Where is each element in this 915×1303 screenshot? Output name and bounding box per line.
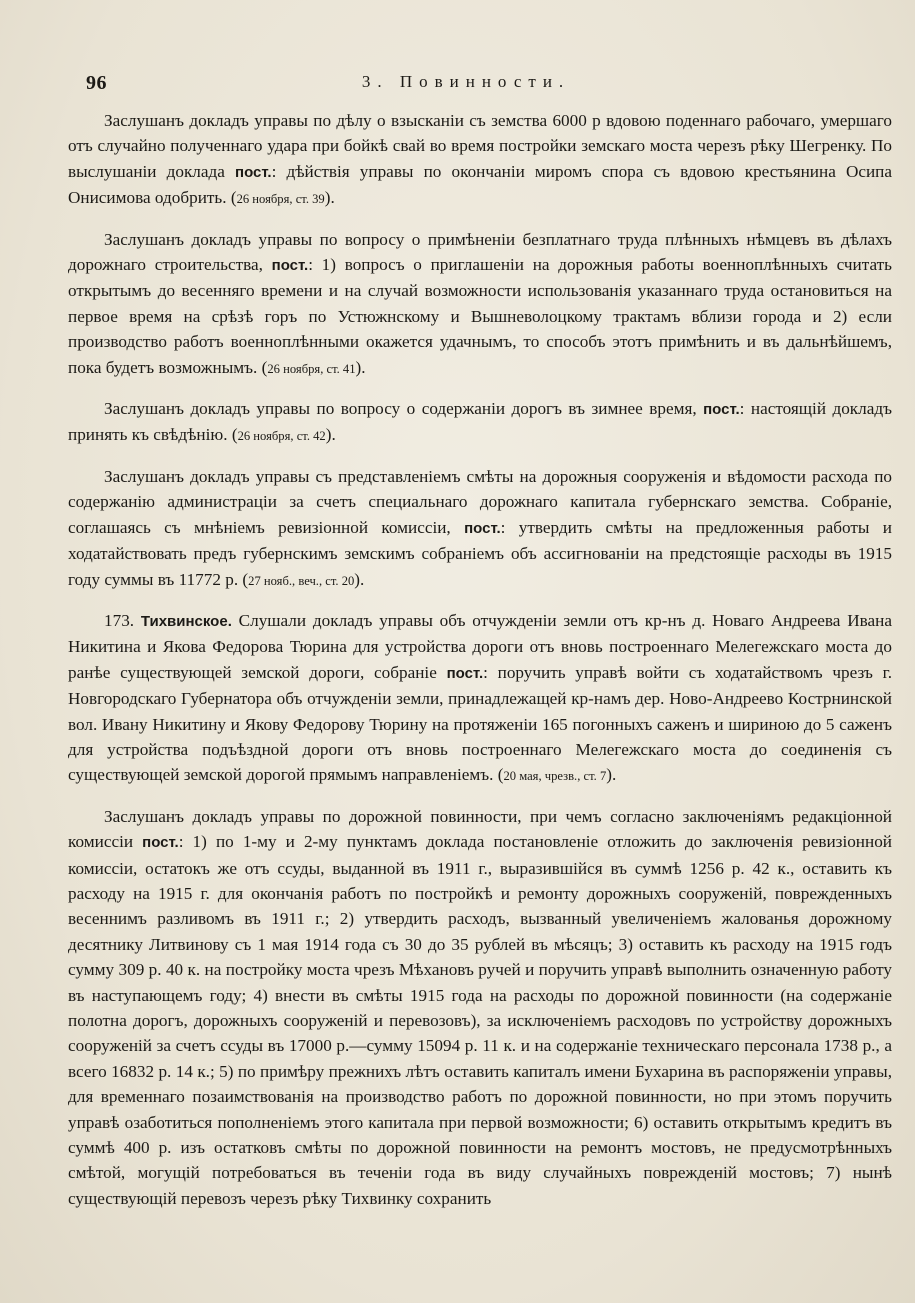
paragraph-text: Слушали докладъ управы объ отчужденіи земли отъ кр-нъ д. Новаго Андреева Ивана Никитина и Якова Федорова Тюрина для устройства дороги отъ вновь построеннаго Мелегежскаго моста до ранѣе существующей земской дороги, собраніе	[68, 610, 892, 682]
session-reference: 26 ноября, ст. 42	[237, 429, 326, 444]
paragraph-text: Заслушанъ докладъ управы по дорожной повинности, при чемъ согласно заключеніямъ редакціонной комиссіи	[68, 806, 892, 852]
session-reference: 27 нояб., веч., ст. 20	[248, 573, 355, 588]
paragraph-text: Заслушанъ докладъ управы по дѣлу о взысканіи съ земства 6000 р вдовою поденнаго рабочаго, умершаго отъ случайно полученнаго удара при бойкѣ свай во время постройки земскаго моста черезъ рѣку Шегренку. По выслушаніи доклада	[68, 111, 892, 181]
paragraph-text: : 1) по 1-му и 2-му пунктамъ доклада постановленіе отложить до заключенія ревизіонной комиссіи, остатокъ же отъ ссуды, выданной въ 1911 г., выразившійся въ суммѣ 1256 р. 42 к., оставить къ расходу на 1915 г. для окончанія работъ по постройкѣ и ремонту дорожныхъ сооруженій, поврежденныхъ весеннимъ разливомъ въ 1911 г.; 2) утвердить расходъ, вызванный увеличеніемъ жалованья дорожному десятнику Литвинову съ 1 мая 1914 года съ 30 до 35 рублей въ мѣсяцъ; 3) оставить къ расходу на 1915 годъ сумму 309 р. 40 к. на постройку моста чрезъ Мѣхановъ ручей и поручить управѣ выполнить означенную работу въ наступающемъ году; 4) внести въ смѣты 1915 года на расходы по дорожной повинности (на содержаніе полотна дорогъ, дорожныхъ сооруженій и перевозовъ), за исключеніемъ расходовъ по устройству дорожныхъ сооруженій за счетъ ссуды въ 17000 р.—сумму 15094 р. 11 к. и на содержаніе техническаго персонала 1738 р., а всего 16832 р. 14 к.; 5) по примѣру прежнихъ лѣтъ оставить капиталъ имени Бухарина въ распоряженіи управы, для временнаго позаимствованія на производство работъ по дорожной повинности, но при этомъ поручить управѣ озаботиться пополненіемъ этого капитала при первой возможности; 6) оставить открытымъ кредитъ въ суммѣ 400 р. изъ остатковъ смѣты по дорожной повинности на ремонтъ мостовъ, не предусмотрѣнныхъ смѣтой, могущій потребоваться въ теченіи года въ виду случайныхъ поврежденій мостовъ; 7) нынѣ существующій перевозъ черезъ рѣку Тихвинку сохранить	[68, 832, 892, 1208]
session-reference: 26 ноября, ст. 41	[267, 361, 356, 376]
session-reference: 26 ноября, ст. 39	[236, 192, 325, 207]
paragraph-text: : утвердить смѣты на предложенныя работы и ходатайствовать предъ губернскимъ земскимъ собраніемъ объ ассигнованіи на предстоящіе расходы въ 1915 году суммы въ 11772 р. (	[68, 517, 892, 589]
paragraph-text: Заслушанъ докладъ управы съ представленіемъ смѣты на дорожныя сооруженія и вѣдомости расхода по содержанію администраціи за счетъ специальнаго дорожнаго капитала губернскаго земства. Собраніе, соглашаясь съ мнѣніемъ ревизіонной комиссіи,	[68, 466, 892, 537]
document-body	[68, 108, 892, 1225]
paragraph-text: ).	[606, 765, 617, 785]
paragraph-tikhvin-section	[68, 608, 892, 790]
paragraph-text: Заслушанъ докладъ управы по вопросу о примѣненіи безплатнаго труда плѣнныхъ нѣмцевъ въ дѣлахъ дорожнаго строительства,	[68, 229, 892, 275]
paragraph-prisoner-labor	[68, 227, 892, 382]
paragraph-text: ).	[324, 188, 335, 208]
page-header	[86, 72, 846, 100]
paragraph-text: ).	[325, 425, 336, 445]
session-reference: 20 мая, чрезв., ст. 7	[503, 769, 607, 784]
paragraph-winter-roads	[68, 396, 892, 450]
paragraph-text: ).	[354, 569, 365, 589]
resolution-marker: пост.	[464, 519, 501, 537]
running-title: 3. Повинности.	[361, 72, 571, 91]
district-heading: Тихвинское.	[140, 612, 232, 630]
page-number: 96	[86, 72, 107, 94]
resolution-marker: пост.	[142, 834, 179, 852]
resolution-marker: пост.	[271, 257, 309, 275]
paragraph-text: : поручить управѣ войти съ ходатайствомъ чрезъ г. Новгородскаго Губернатора объ отчужденіи земли, принадлежащей кр-намъ дер. Ново-Андреево Кострнинской вол. Ивану Никитину и Якову Федорову Тюрину на протяженіи 165 погонныхъ саженъ и шириною до 5 саженъ для устройства подъѣздной дороги отъ вновь построеннаго Мелегежскаго моста до соединенія съ существующей земской дорогой прямымъ направленіемъ. (	[68, 662, 892, 785]
resolution-marker: пост.	[235, 163, 272, 181]
section-number: 173.	[104, 610, 135, 630]
paragraph-text: : настоящій докладъ принять къ свѣдѣнію. (	[68, 399, 892, 445]
paragraph-text: ).	[355, 357, 366, 377]
paragraph-lawsuit	[68, 108, 892, 213]
resolution-marker: пост.	[446, 664, 484, 682]
paragraph-text: : 1) вопросъ о приглашеніи на дорожныя работы военноплѣнныхъ считать открытымъ до весенняго времени и на случай возможности использованія указаннаго труда остановиться на первое время на срѣзѣ горъ по Устюжнскому и Вышневолоцкому трактамъ вблизи города и 2) если производство работъ военноплѣнными окажется удачнымъ, то способъ этотъ примѣнить и въ дальнѣйшемъ, пока будетъ возможнымъ. (	[68, 255, 892, 377]
paragraph-text: Заслушанъ докладъ управы по вопросу о содержаніи дорогъ въ зимнее время,	[104, 399, 704, 419]
paragraph-text: : дѣйствія управы по окончаніи миромъ спора съ вдовою крестьянина Осипа Онисимова одобрить. (	[68, 161, 893, 208]
resolution-marker: пост.	[703, 401, 740, 419]
paragraph-road-duty	[68, 804, 892, 1212]
paragraph-road-estimate	[68, 464, 892, 594]
